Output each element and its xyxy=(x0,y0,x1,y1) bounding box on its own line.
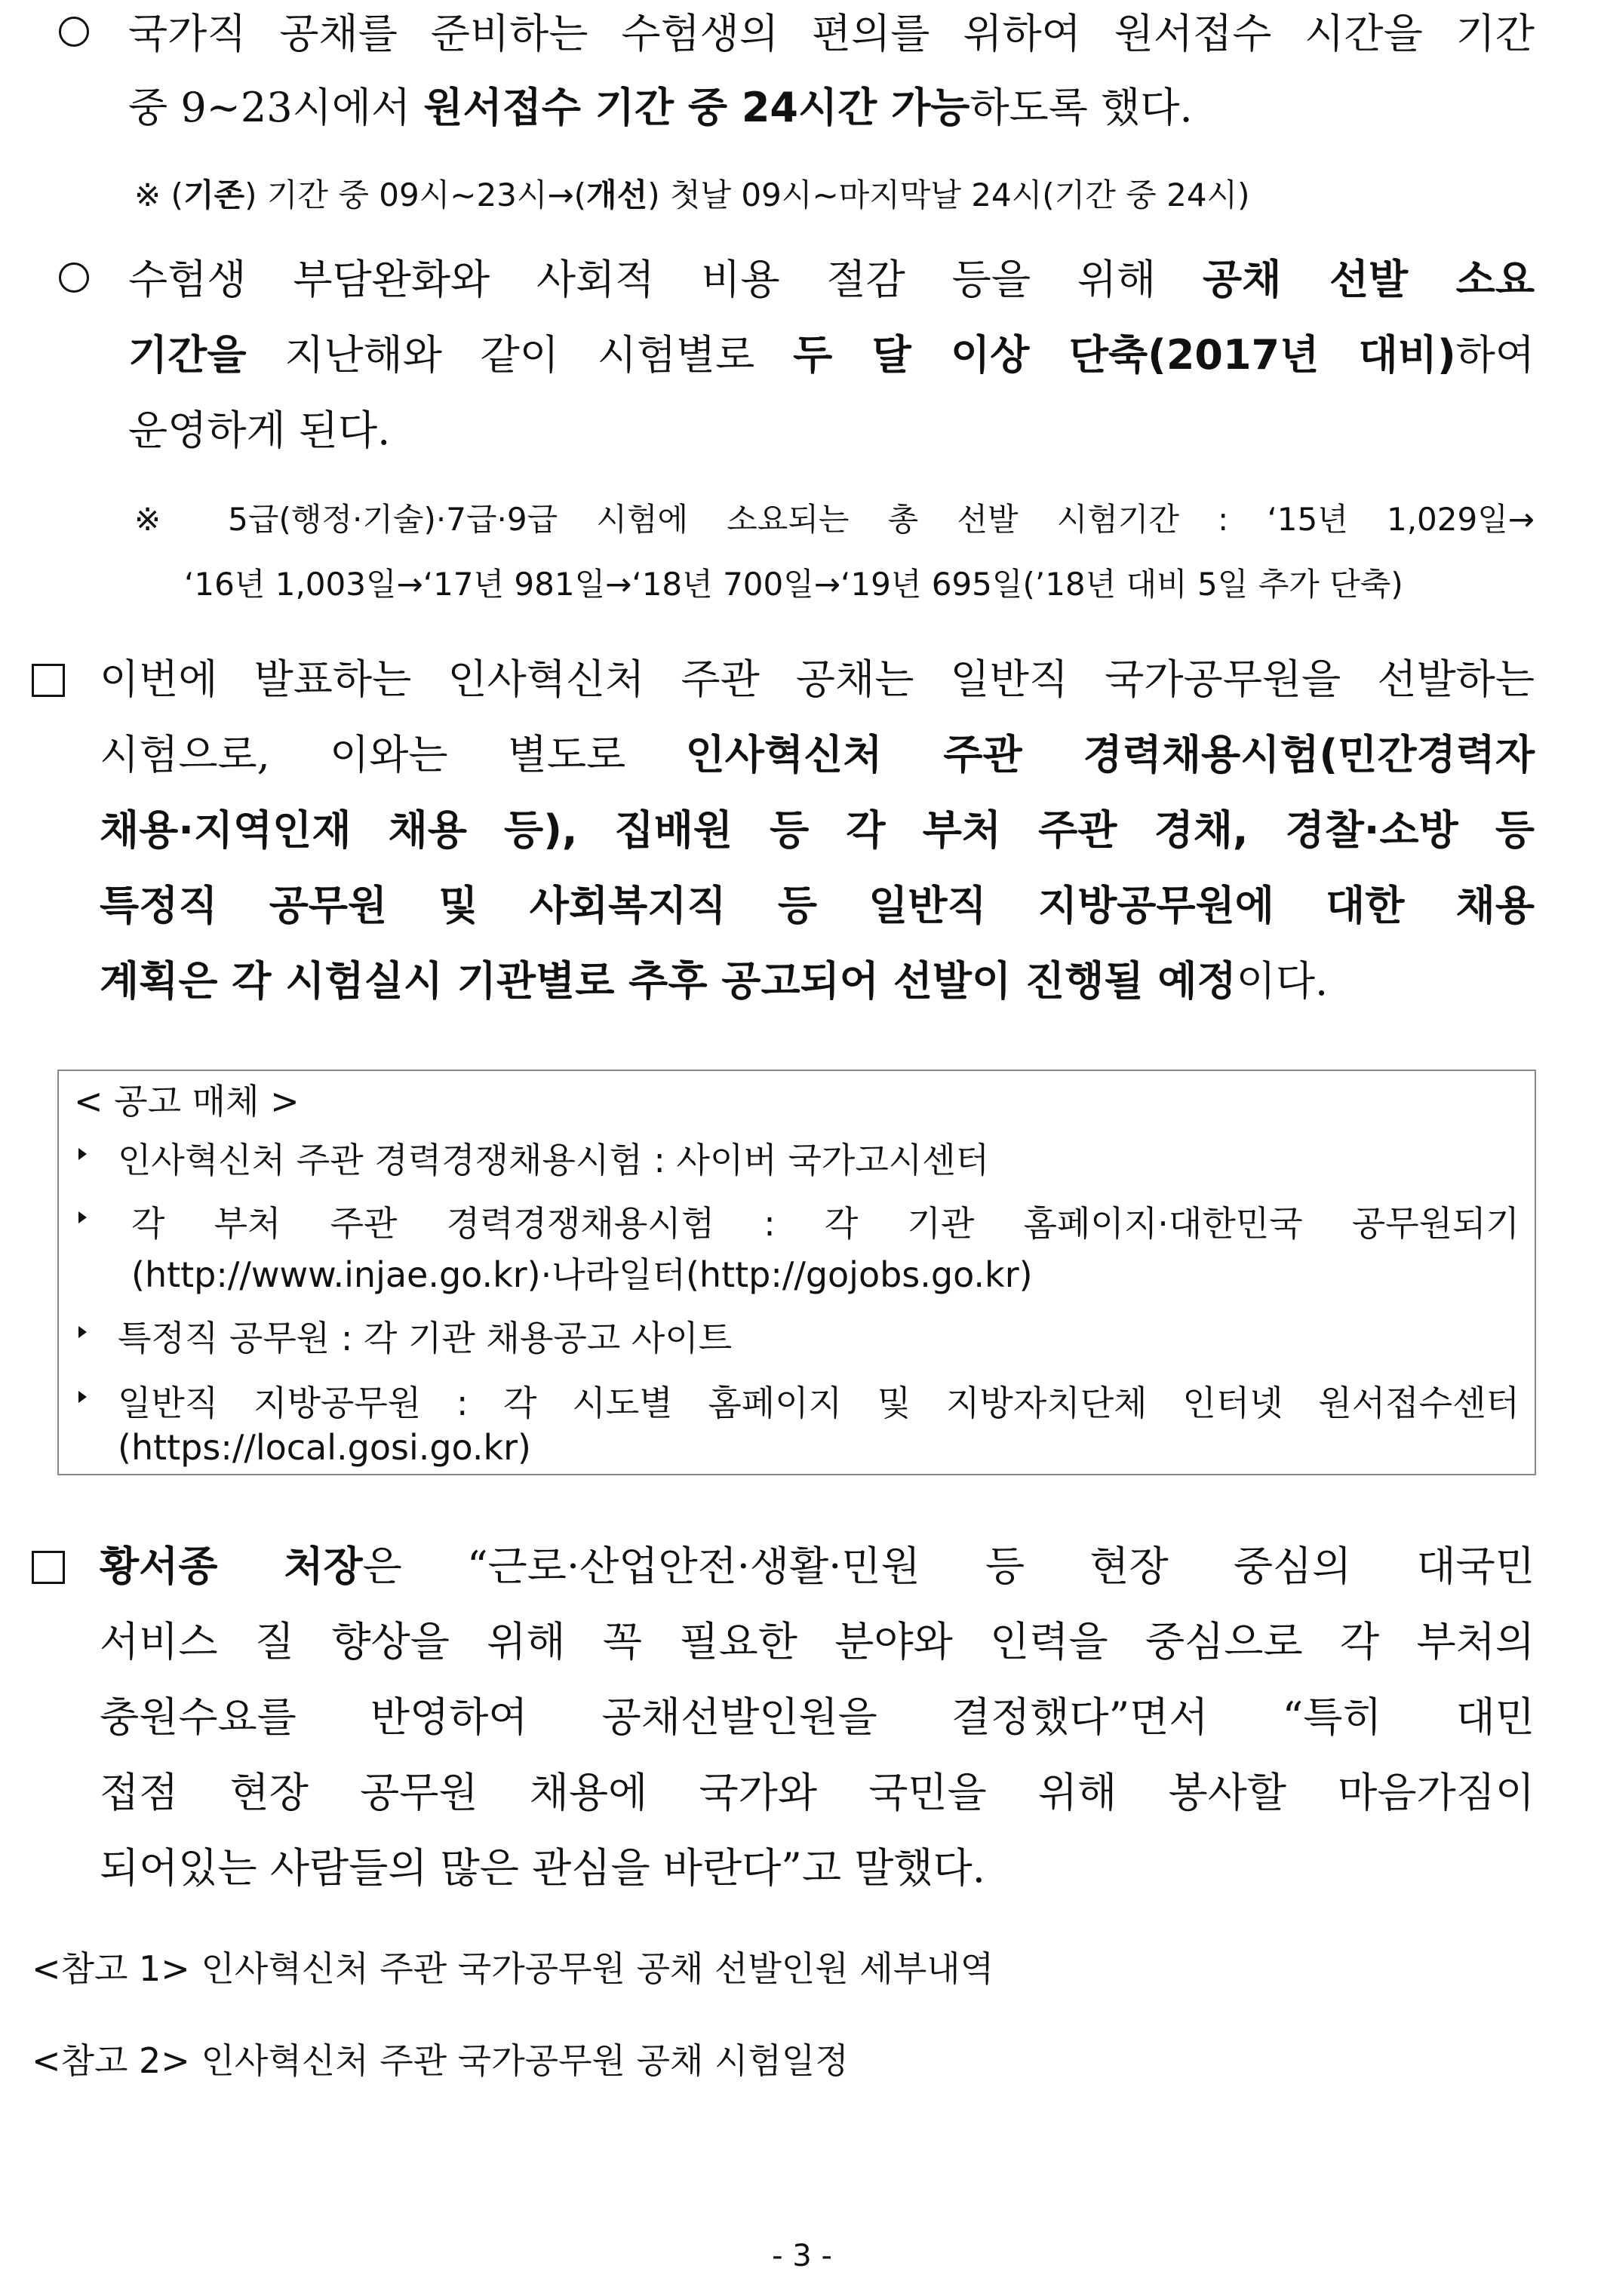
text: ) 기간 중 09시~23시→( xyxy=(244,176,587,213)
bold-text: 공채 선발 소요 xyxy=(1203,256,1535,303)
bold-text: 계획은 각 시험실시 기관별로 추후 공고되어 선발이 진행될 예정 xyxy=(100,957,1237,1005)
text: 하도록 했다. xyxy=(969,84,1193,131)
paragraph-2-line-1 xyxy=(128,247,1535,305)
section-2-line-3: 채용·지역인재 채용 등), 집배원 등 각 부처 주관 경채, 경찰·소방 등 xyxy=(100,806,1535,854)
bold-text: 원서접수 기간 중 24시간 가능 xyxy=(423,84,970,131)
text: 시험으로, 이와는 별도로 xyxy=(100,731,686,778)
note-2-line-2: ‘16년 1,003일→‘17년 981일→‘18년 700일→‘19년 695일(’18년 대비 5일 추가 단축) xyxy=(184,566,1403,603)
note-1 xyxy=(134,170,1250,216)
text: 은 “근로·산업안전·생활·민원 등 현장 중심의 대국민 xyxy=(362,1542,1535,1590)
media-item-4-line-2: (https://local.gosi.go.kr) xyxy=(118,1427,532,1468)
bold-text: 개선 xyxy=(586,176,648,213)
triangle-bullet-icon xyxy=(78,1326,87,1338)
reference-2: <참고 2> 인사혁신처 주관 국가공무원 공채 시험일정 xyxy=(32,2040,849,2081)
text: 중 9~23시에서 xyxy=(128,84,424,131)
circle-bullet-icon xyxy=(59,17,89,47)
media-item-1: 인사혁신처 주관 경력경쟁채용시험 : 사이버 국가고시센터 xyxy=(118,1140,990,1180)
section-2-line-5 xyxy=(100,949,1328,1007)
bold-text: 황서종 처장 xyxy=(100,1542,363,1590)
text: 지난해와 같이 시험별로 xyxy=(246,331,794,379)
media-item-2-line-2: (http://www.injae.go.kr)·나라일터(http://gojobs.go.kr) xyxy=(131,1254,1033,1295)
bold-text: 기간을 xyxy=(128,331,247,379)
section-3-line-4: 접점 현장 공무원 채용에 국가와 국민을 위해 봉사할 마음가짐이 xyxy=(100,1769,1535,1816)
media-item-4-line-1: 일반직 지방공무원 : 각 시도별 홈페이지 및 지방자치단체 인터넷 원서접수센터 xyxy=(118,1383,1519,1423)
media-item-2-line-1: 각 부처 주관 경력경쟁채용시험 : 각 기관 홈페이지·대한민국 공무원되기 xyxy=(131,1203,1519,1244)
triangle-bullet-icon xyxy=(78,1211,87,1223)
square-bullet-icon xyxy=(32,664,65,697)
paragraph-2-line-2 xyxy=(128,323,1535,381)
section-2-line-2 xyxy=(100,723,1535,781)
bold-text: 인사혁신처 주관 경력채용시험(민간경력자 xyxy=(685,731,1535,778)
text: ※ ( xyxy=(134,176,183,213)
circle-bullet-icon xyxy=(59,262,89,293)
bold-text: 기존 xyxy=(183,176,245,213)
text: 수험생 부담완화와 사회적 비용 절감 등을 위해 xyxy=(128,256,1203,303)
section-3-line-2: 서비스 질 향상을 위해 꼭 필요한 분야와 인력을 중심으로 각 부처의 xyxy=(100,1618,1535,1665)
text: 하여 xyxy=(1455,331,1535,379)
page-number: - 3 - xyxy=(772,2239,832,2273)
square-bullet-icon xyxy=(32,1551,65,1584)
section-2-line-4: 특정직 공무원 및 사회복지직 등 일반직 지방공무원에 대한 채용 xyxy=(100,882,1535,929)
reference-1: <참고 1> 인사혁신처 주관 국가공무원 공채 선발인원 세부내역 xyxy=(32,1948,994,1989)
triangle-bullet-icon xyxy=(78,1148,87,1160)
section-3-line-5: 되어있는 사람들의 많은 관심을 바란다”고 말했다. xyxy=(100,1844,985,1892)
section-2-line-1: 이번에 발표하는 인사혁신처 주관 공채는 일반직 국가공무원을 선발하는 xyxy=(100,655,1535,703)
media-item-3: 특정직 공무원 : 각 기관 채용공고 사이트 xyxy=(118,1318,733,1358)
triangle-bullet-icon xyxy=(78,1391,87,1403)
paragraph-1-line-1: 국가직 공채를 준비하는 수험생의 편의를 위하여 원서접수 시간을 기간 xyxy=(128,10,1535,57)
bold-text: 두 달 이상 단축(2017년 대비) xyxy=(793,331,1456,379)
section-3-line-3: 충원수요를 반영하여 공채선발인원을 결정했다”면서 “특히 대민 xyxy=(100,1693,1535,1741)
media-box-title: < 공고 매체 > xyxy=(74,1081,300,1122)
paragraph-2-line-3: 운영하게 된다. xyxy=(128,407,391,454)
text: ) 첫날 09시~마지막날 24시(기간 중 24시) xyxy=(647,176,1250,213)
text: 이다. xyxy=(1236,957,1329,1005)
note-2-line-1: ※ 5급(행정·기술)·7급·9급 시험에 소요되는 총 선발 시험기간 : ‘15년 1,029일→ xyxy=(134,501,1535,538)
section-3-line-1 xyxy=(100,1534,1535,1592)
paragraph-1-line-2 xyxy=(128,75,1193,134)
